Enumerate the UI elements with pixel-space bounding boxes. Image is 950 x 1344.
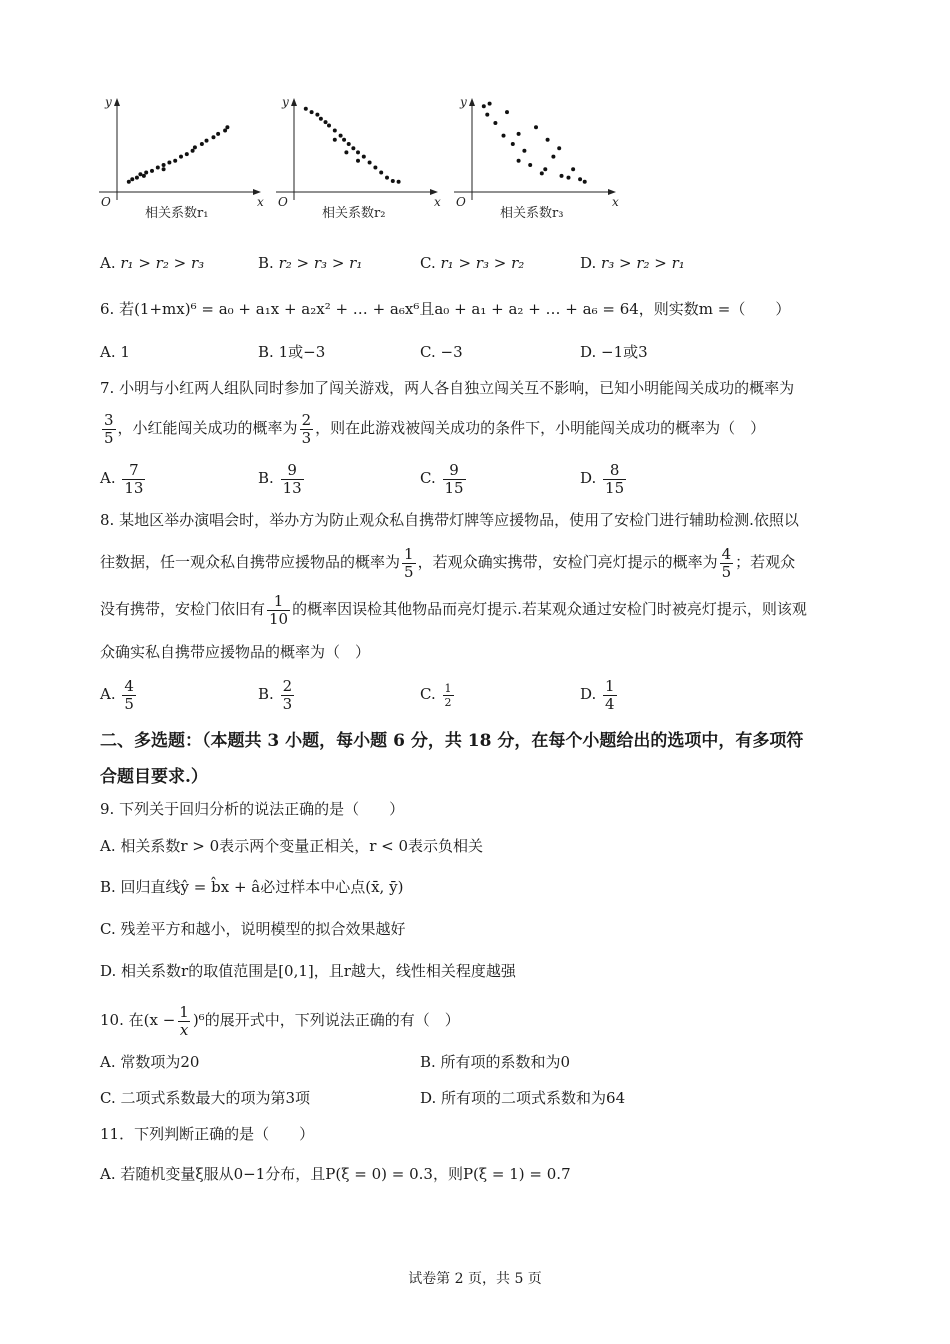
page-footer: 试卷第 2 页，共 5 页: [408, 1271, 542, 1287]
scatter-point: [551, 155, 555, 159]
scatter-point: [540, 171, 544, 175]
q7-option-a: A. $\frac{7}{13}$: [100, 460, 144, 497]
scatter-point: [379, 171, 383, 175]
scatter-point: [511, 142, 515, 146]
q7-option-b: B. $\frac{9}{13}$: [258, 460, 302, 497]
scatter-point: [342, 138, 346, 142]
q10-option-c: C. 二项式系数最大的项为第3项: [100, 1089, 311, 1107]
origin-label: O: [278, 195, 288, 209]
q8-stem-line2: 往数据，任一观众私自携带应援物品的概率为 $\frac{1}{5}$ ，若观众确实携带，安检门亮灯提示的概率为 $\frac{4}{5}$ ；若观众: [100, 544, 796, 581]
q5-option-b: B. r₂ > r₃ > r₁: [258, 254, 363, 272]
q7-fraction-xiaoming: $\frac{3}{5}$: [104, 410, 114, 447]
scatter-point: [485, 113, 489, 117]
q6-option-b: B. 1或−3: [258, 343, 326, 361]
q7-fraction-xiaohong: $\frac{2}{3}$: [301, 410, 312, 447]
q7-option-d: D. $\frac{8}{15}$: [580, 460, 625, 497]
q7-stem-line2: $\frac{3}{5}$ ，小红能闯关成功的概率为 $\frac{2}{3}$ ，则在此游戏被闯关成功的条件下，小明能闯关成功的概率为（ ）: [104, 410, 766, 447]
scatter-point: [150, 169, 154, 173]
scatter-point: [223, 129, 227, 133]
y-axis-arrow: [114, 98, 120, 106]
q9-stem: 9. 下列关于回归分析的说法正确的是（ ）: [100, 800, 405, 818]
scatter-point: [482, 104, 486, 108]
scatter-point: [310, 110, 314, 114]
x-axis-label: x: [257, 195, 264, 209]
q7-stem-line1: 7. 小明与小红两人组队同时参加了闯关游戏，两人各自独立闯关互不影响，已知小明能闯关成功的概率为: [100, 379, 795, 397]
scatter-point: [225, 125, 229, 129]
q10-option-b: B. 所有项的系数和为0: [420, 1053, 571, 1071]
q6-option-a: A. 1: [100, 343, 130, 361]
q5-option-a: A. r₁ > r₂ > r₃: [100, 254, 205, 272]
scatter-point: [566, 176, 570, 180]
q5-option-d: D. r₃ > r₂ > r₁: [580, 254, 685, 272]
scatter-point: [130, 177, 134, 181]
scatter-point: [557, 146, 561, 150]
scatter-plot-r3: [450, 92, 619, 227]
scatter-point: [162, 163, 166, 167]
scatter-point: [319, 117, 323, 121]
plot-caption: 相关系数r₂: [322, 206, 386, 221]
scatter-point: [162, 167, 166, 171]
x-axis-label: x: [434, 195, 441, 209]
y-axis-arrow: [291, 98, 297, 106]
q8-option-b: B. $\frac{2}{3}$: [258, 676, 293, 713]
plot-caption: 相关系数r₁: [145, 206, 209, 221]
scatter-point: [397, 180, 401, 184]
scatter-point: [216, 132, 220, 136]
y-axis-label: y: [105, 95, 112, 109]
scatter-point: [167, 160, 171, 164]
scatter-point: [304, 107, 308, 111]
section2-heading-line1: 二、多选题：（本题共 3 小题，每小题 6 分，共 18 分，在每个小题给出的选项中，有多项符: [100, 731, 804, 751]
q6-option-c: C. −3: [420, 343, 463, 361]
scatter-point: [362, 155, 366, 159]
q8-stem-line3: 没有携带，安检门依旧有 $\frac{1}{10}$ 的概率因误检其他物品而亮灯提示.若某观众通过安检门时被亮灯提示，则该观: [100, 591, 807, 628]
scatter-point: [144, 171, 148, 175]
scatter-point: [543, 167, 547, 171]
scatter-point: [205, 139, 209, 143]
scatter-point: [200, 142, 204, 146]
y-axis-label: y: [282, 95, 289, 109]
scatter-point: [324, 120, 328, 124]
scatter-point: [493, 121, 497, 125]
scatter-point: [315, 113, 319, 117]
scatter-point: [488, 102, 492, 106]
q11-stem: 11．下列判断正确的是（ ）: [100, 1125, 315, 1143]
y-axis-label: y: [460, 95, 467, 109]
scatter-point: [356, 150, 360, 154]
section2-heading-line2: 合题目要求.）: [100, 767, 208, 787]
q10-stem: 10. 在(x − $\frac{1}{x}$ )⁶的展开式中，下列说法正确的有（ ）: [100, 1002, 460, 1039]
plot-caption: 相关系数r₃: [500, 206, 564, 221]
scatter-point: [502, 134, 506, 138]
scatter-point: [185, 152, 189, 156]
scatter-point: [142, 174, 146, 178]
q8-stem-line4: 众确实私自携带应援物品的概率为（ ）: [100, 643, 371, 661]
scatter-point: [127, 180, 131, 184]
scatter-point: [560, 174, 564, 178]
q9-option-d: D. 相关系数r的取值范围是[0,1]，且r越大，线性相关程度越强: [100, 962, 516, 980]
scatter-point: [505, 110, 509, 114]
scatter-point: [135, 176, 139, 180]
scatter-point: [333, 129, 337, 133]
scatter-point: [522, 149, 526, 153]
scatter-point: [356, 159, 360, 163]
q9-option-c: C. 残差平方和越小，说明模型的拟合效果越好: [100, 920, 406, 938]
scatter-point: [528, 163, 532, 167]
scatter-point: [583, 180, 587, 184]
scatter-point: [333, 138, 337, 142]
q8-stem-line1: 8. 某地区举办演唱会时，举办方为防止观众私自携带灯牌等应援物品，使用了安检门进行辅助检测.依照以: [100, 511, 799, 529]
scatter-point: [173, 159, 177, 163]
q10-option-d: D. 所有项的二项式系数和为64: [420, 1089, 626, 1107]
q6-stem: 6. 若(1+mx)⁶ = a₀ + a₁x + a₂x² + … + a₆x⁶且a₀ + a₁ + a₂ + … + a₆ = 64，则实数m =（ ）: [100, 300, 791, 318]
scatter-point: [191, 149, 195, 153]
q8-option-c: C. $\frac{1}{2}$: [420, 681, 452, 709]
scatter-point: [347, 142, 351, 146]
scatter-point: [211, 135, 215, 139]
y-axis-arrow: [469, 98, 475, 106]
scatter-point: [517, 159, 521, 163]
scatter-point: [546, 138, 550, 142]
q9-option-b: B. 回归直线ŷ = b̂x + â必过样本中心点(x̄, ȳ): [100, 878, 404, 896]
q8-option-d: D. $\frac{1}{4}$: [580, 676, 615, 713]
scatter-point: [391, 179, 395, 183]
q8-option-a: A. $\frac{4}{5}$: [100, 676, 134, 713]
x-axis-label: x: [612, 195, 619, 209]
scatter-point: [368, 160, 372, 164]
q6-option-d: D. −1或3: [580, 343, 648, 361]
q10-option-a: A. 常数项为20: [100, 1053, 200, 1071]
q5-option-c: C. r₁ > r₃ > r₂: [420, 254, 525, 272]
scatter-point: [138, 172, 142, 176]
origin-label: O: [456, 195, 466, 209]
scatter-point: [578, 177, 582, 181]
scatter-plot-r2: [272, 92, 441, 227]
q9-option-a: A. 相关系数r > 0表示两个变量正相关，r < 0表示负相关: [100, 837, 484, 855]
scatter-point: [534, 125, 538, 129]
scatter-point: [156, 166, 160, 170]
scatter-point: [339, 134, 343, 138]
scatter-point: [179, 155, 183, 159]
scatter-point: [344, 150, 348, 154]
scatter-point: [351, 146, 355, 150]
scatter-plot-r1: [95, 92, 264, 227]
q7-option-c: C. $\frac{9}{15}$: [420, 460, 464, 497]
scatter-point: [385, 176, 389, 180]
scatter-point: [327, 124, 331, 128]
scatter-point: [373, 166, 377, 170]
origin-label: O: [101, 195, 111, 209]
scatter-point: [571, 167, 575, 171]
scatter-point: [193, 145, 197, 149]
scatter-point: [517, 132, 521, 136]
q11-option-a: A. 若随机变量ξ服从0−1分布，且P(ξ = 0) = 0.3，则P(ξ = 1) = 0.7: [100, 1165, 571, 1183]
